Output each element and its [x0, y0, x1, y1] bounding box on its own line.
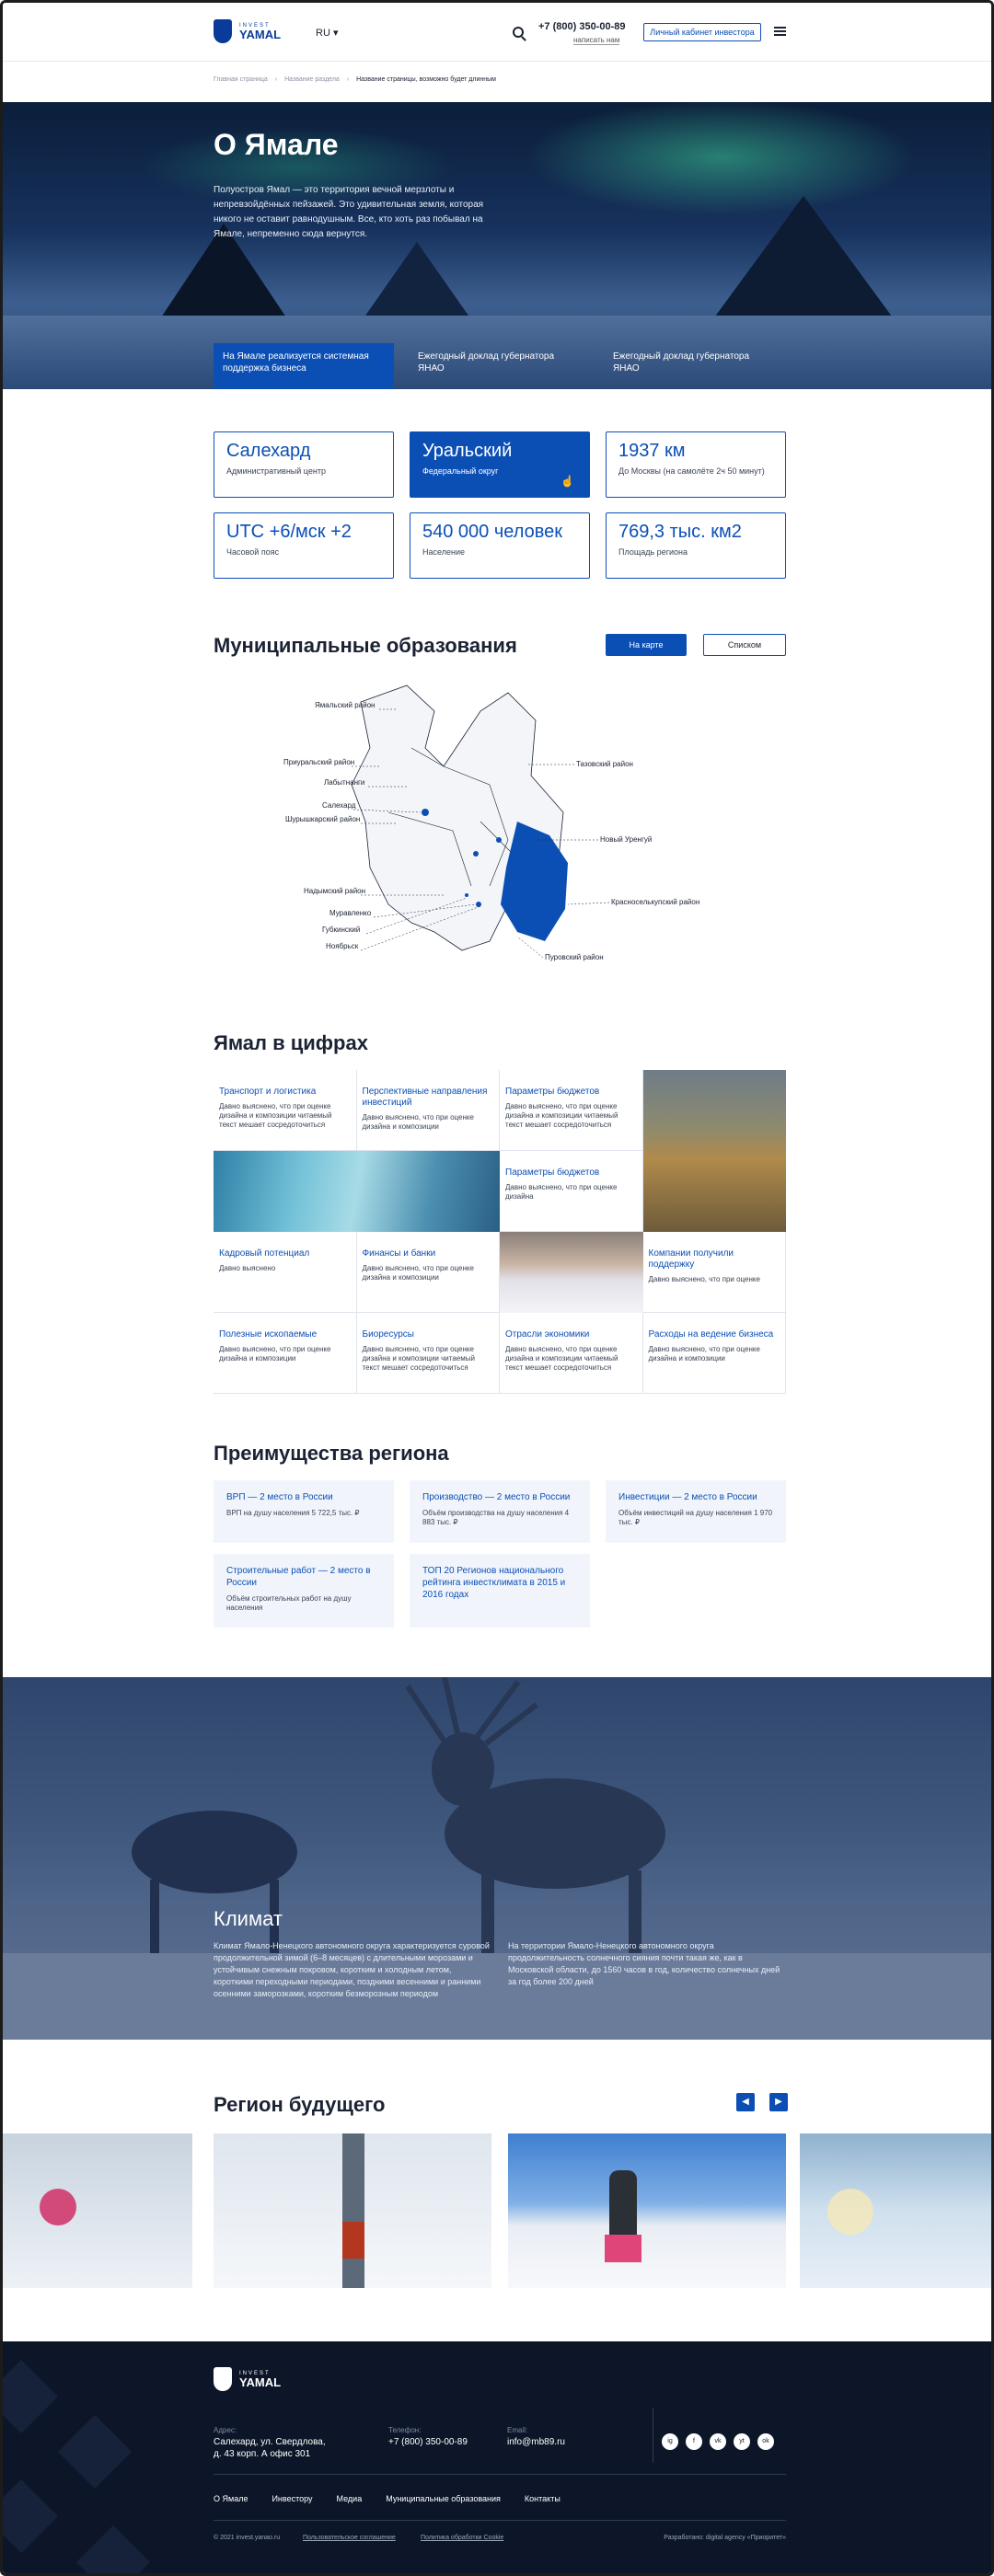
- map-label: Красноселькупский район: [611, 898, 700, 906]
- future-title: Регион будущего: [214, 2093, 386, 2116]
- map-label: Надымский район: [304, 887, 366, 895]
- hero-tab-report[interactable]: Ежегодный доклад губернатора ЯНАО: [418, 351, 555, 374]
- hero: [3, 102, 991, 389]
- footer-nav-item[interactable]: Инвестору: [272, 2494, 313, 2503]
- industrial-plant-photo: [214, 1151, 500, 1232]
- map-label: Шурышкарский район: [285, 815, 361, 823]
- region-map[interactable]: [214, 674, 786, 978]
- stats-grid: [214, 431, 786, 579]
- city-dot[interactable]: [422, 809, 429, 816]
- railway-photo[interactable]: [214, 2133, 491, 2288]
- vk-icon[interactable]: vk: [710, 2433, 726, 2450]
- logo-sub: INVEST: [239, 22, 271, 29]
- figure-cell[interactable]: Транспорт и логистика Давно выяснено, что при оценке дизайна и композиции читаемый текст мешает сосредоточиться: [214, 1070, 357, 1151]
- social-links: [662, 2433, 774, 2450]
- footer-address: Салехард, ул. Свердлова, д. 43 корп. А офис 301: [214, 2437, 326, 2459]
- advantage-card: ТОП 20 Регионов национального рейтинга инвестклимата в 2015 и 2016 годах: [410, 1554, 590, 1627]
- breadcrumb-current: Название страницы, возможно будет длинным: [356, 76, 496, 83]
- city-dot[interactable]: [465, 893, 468, 897]
- map-label: Пуровский район: [545, 953, 604, 961]
- figure-cell[interactable]: Полезные ископаемые Давно выяснено, что при оценке дизайна и композиции: [214, 1313, 357, 1394]
- tundra-river-photo: [643, 1070, 787, 1232]
- facebook-icon[interactable]: f: [686, 2433, 702, 2450]
- chevron-down-icon: ▾: [332, 28, 339, 39]
- figure-cell[interactable]: Кадровый потенциал Давно выяснено: [214, 1232, 357, 1313]
- stat-card[interactable]: Уральский Федеральный округ ☝: [410, 431, 590, 498]
- footer-nav: [214, 2494, 561, 2503]
- city-dot[interactable]: [476, 902, 481, 907]
- map-label: Ямальский район: [315, 701, 376, 709]
- site-logo[interactable]: [214, 19, 281, 43]
- tent-shape: [702, 196, 905, 334]
- advantage-card: Производство — 2 место в России Объём производства на душу населения 4 883 тыс. ₽: [410, 1480, 590, 1543]
- figure-cell[interactable]: Параметры бюджетов Давно выяснено, что при оценке дизайна: [500, 1151, 643, 1232]
- map-label: Новый Уренгуй: [600, 835, 653, 844]
- arrow-right-icon[interactable]: ▶: [769, 2093, 788, 2111]
- write-us-link[interactable]: написать нам: [573, 36, 620, 44]
- stat-card[interactable]: UTC +6/мск +2 Часовой пояс: [214, 512, 394, 579]
- stat-card[interactable]: 540 000 человек Население: [410, 512, 590, 579]
- breadcrumb: Главная страница › Название раздела › Название страницы, возможно будет длинным: [214, 76, 496, 83]
- advantages-title: Преимущества региона: [214, 1442, 449, 1465]
- map-label: Лабытнанги: [324, 778, 365, 787]
- hero-tab-business[interactable]: На Ямале реализуется системная поддержка бизнеса: [214, 343, 394, 389]
- stat-card[interactable]: 769,3 тыс. км2 Площадь региона: [606, 512, 786, 579]
- page: INVEST YAMAL RU ▾ +7 (800) 350-00-89 написать нам Личный кабинет инвестора Главная страница › Название раздела › Название страницы, возможно будет длинным О Ямале Полуостров Ямал — это территория вечной мерзлоты и непревзойдённых пейзажей. Это удивительная земля, которая никого не оставит равнодушным. Все, кто хоть раз побывал на Ямале, непременно сюда вернутся. На Ямале реализуется системная поддержка бизнеса Ежегодный доклад губернатора ЯНАО Ежегодный доклад губернатора ЯНАО Салехард Административный центр Уральский Федеральный округ ☝ 1937 км До Москвы (на самолёте 2ч 50 минут) UTC +6/мск +2 Часовой пояс 540 000 человек Население 769,3 тыс. км2 Площадь региона Муниципальные образования На карте Списком Ямальский район Приуральский район Лабытнанги Салехард Шурышкарский район Тазовский район Новый Уренгуй Надымский район Красноселькупский район Муравленко Губкинский Ноябрьск Пуровский район Ямал в цифрах Транспорт и логистика Давно выяснено, что при оценке дизайна и композиции читаемый текст мешает сосредоточиться Перспективные направления инвестиций Давно выяснено, что при оценке дизайна и композиции Параметры бюджетов Давно выяснено, что при оценке дизайна и композиции читаемый текст мешает сосредоточиться Параметры бюджетов Давно выяснено, что при оценке дизайна Кадровый потенциал Давно выяснено Финансы и банки Давно выяснено, что при оценке дизайна и композиции Компании получили поддержку Давно выяснено, что при оценке Полезные ископаемые Давно выяснено, что при оценке дизайна и композиции Биоресурсы Давно выяснено, что при оценке дизайна и композиции читаемый текст мешает сосредоточиться Отрасли экономики Давно выяснено, что при оценке дизайна и композиции читаемый текст мешает сосредоточиться Расходы на ведение бизнеса Давно выяснено, что при оценке дизайна и композиции Преимущества региона ВРП — 2 место в России ВРП на душу населения 5 722,5 тыс. ₽ Производство — 2 место в России Объём производства на душу населения 4 883 тыс. ₽ Инвестиции — 2 место в России Объём инвестиций на душу населения 1 970 тыс. ₽ Строительные работ — 2 место в России Объём строительных работ на душу населения ТОП 20 Регионов национального рейтинга инвестклимата в 2015 и 2016 годах Климат Климат Ямало-Ненецкого автономного округа характеризуется суровой продолжительной зимой (6–8 месяцев) с длительными морозами и устойчивым снежным покровом, коротким и холодным летом, короткими переходными периодами, поздними весенними и ранними осенними заморозками, коротким безморозным периодом На территории Ямало-Ненецкого автономного округа продолжительность солнечного сияния почти такая же, как в Московской области, до 1560 часов в год, количество солнечных дней за год более 200 дней Регион будущего ◀ ▶ INVEST YAMAL Адрес: Салехард, ул. Свердлова, д. 43 корп. А офис 301 Телефон: +7 (800) 350-00-89 Email: info@mb89.ru ig f vk yt ok О Ямале Инвестору Медиа Муниципальные образования Контакты © 2021 invest.yanao.ru Пользовательское соглашение Политика обработки Cookie Разработано: digital agency «Приоритет»: [0, 0, 994, 2576]
- map-label: Ноябрьск: [326, 942, 359, 950]
- map-label: Приуральский район: [283, 758, 355, 766]
- reindeer-camp-photo: [500, 1232, 643, 1313]
- footer-bottom: [214, 2535, 786, 2541]
- view-map-button[interactable]: На карте: [606, 634, 687, 656]
- menu-icon[interactable]: [774, 27, 786, 36]
- carousel-controls: [736, 2093, 788, 2111]
- language-select[interactable]: RU ▾: [316, 28, 339, 39]
- figure-cell[interactable]: Финансы и банки Давно выяснено, что при оценке дизайна и композиции: [357, 1232, 501, 1313]
- hero-tab-report[interactable]: Ежегодный доклад губернатора ЯНАО: [613, 351, 750, 374]
- port-photo[interactable]: [800, 2133, 994, 2288]
- stat-card[interactable]: Салехард Административный центр: [214, 431, 394, 498]
- agreement-link[interactable]: Пользовательское соглашение: [303, 2535, 396, 2541]
- footer-nav-item[interactable]: Муниципальные образования: [386, 2494, 501, 2503]
- logo-main: YAMAL: [239, 27, 282, 41]
- map-label: Муравленко: [329, 909, 372, 917]
- map-label: Салехард: [322, 801, 356, 810]
- stat-card[interactable]: 1937 км До Москвы (на самолёте 2ч 50 минут): [606, 431, 786, 498]
- figure-cell[interactable]: Компании получили поддержку Давно выяснено, что при оценке: [643, 1232, 787, 1313]
- hero-text: Полуостров Ямал — это территория вечной мерзлоты и непревзойдённых пейзажей. Это удивительная земля, которая никого не оставит равнодушным. Все, кто хоть раз побывал на Ямале, непременно сюда вернутся.: [214, 185, 484, 239]
- snowboarder-photo[interactable]: [508, 2133, 786, 2288]
- search-icon[interactable]: [513, 27, 524, 38]
- youtube-icon[interactable]: yt: [734, 2433, 750, 2450]
- footer-email[interactable]: info@mb89.ru: [507, 2437, 565, 2447]
- municipal-title: Муниципальные образования: [214, 634, 517, 657]
- coat-of-arms-icon: [214, 2367, 232, 2391]
- header-phone[interactable]: +7 (800) 350-00-89: [538, 21, 626, 32]
- view-list-button[interactable]: Списком: [703, 634, 786, 656]
- figure-cell[interactable]: Перспективные направления инвестиций Давно выяснено, что при оценке дизайна и композиции: [357, 1070, 501, 1151]
- hand-cursor-icon: ☝: [561, 475, 574, 488]
- figure-cell[interactable]: Параметры бюджетов Давно выяснено, что при оценке дизайна и композиции читаемый текст мешает сосредоточиться: [500, 1070, 643, 1151]
- future-carousel: [3, 2133, 994, 2288]
- instagram-icon[interactable]: ig: [662, 2433, 678, 2450]
- advantage-card: Инвестиции — 2 место в России Объём инвестиций на душу населения 1 970 тыс. ₽: [606, 1480, 786, 1543]
- copyright: © 2021 invest.yanao.ru: [214, 2535, 281, 2541]
- site-header: [3, 3, 991, 62]
- climate-title: Климат: [214, 1907, 283, 1930]
- figure-cell[interactable]: Отрасли экономики Давно выяснено, что при оценке дизайна и композиции читаемый текст мешает сосредоточиться: [500, 1313, 643, 1394]
- skier-photo[interactable]: [3, 2133, 192, 2288]
- footer-phone[interactable]: +7 (800) 350-00-89: [388, 2437, 468, 2447]
- city-dot[interactable]: [473, 851, 479, 857]
- hero-tabs: [214, 343, 784, 389]
- figures-title: Ямал в цифрах: [214, 1031, 368, 1054]
- coat-of-arms-icon: [214, 19, 232, 43]
- advantages-grid: [214, 1480, 786, 1627]
- investor-cabinet-button[interactable]: Личный кабинет инвестора: [643, 23, 761, 41]
- map-label: Тазовский район: [576, 760, 633, 768]
- climate-text-left: Климат Ямало-Ненецкого автономного округа характеризуется суровой продолжительной зимой (6–8 месяцев) с длительными морозами и устойчивым снежным покровом, коротким и холодным летом, короткими переходными периодами, поздними весенними и ранними осенними заморозками, коротким безморозным периодом: [214, 1941, 490, 1998]
- climate-section: [3, 1677, 991, 2040]
- advantage-card: Строительные работ — 2 место в России Объём строительных работ на душу населения: [214, 1554, 394, 1627]
- footer-logo[interactable]: INVEST YAMAL: [214, 2367, 281, 2391]
- figure-cell[interactable]: Биоресурсы Давно выяснено, что при оценке дизайна и композиции читаемый текст мешает сосредоточиться: [357, 1313, 501, 1394]
- developer-credit[interactable]: Разработано: digital agency «Приоритет»: [664, 2535, 786, 2541]
- ornament-pattern: [3, 2341, 168, 2576]
- odnoklassniki-icon[interactable]: ok: [757, 2433, 774, 2450]
- advantage-card: ВРП — 2 место в России ВРП на душу населения 5 722,5 тыс. ₽: [214, 1480, 394, 1543]
- figure-cell[interactable]: Расходы на ведение бизнеса Давно выяснено, что при оценке дизайна и композиции: [643, 1313, 787, 1394]
- figures-grid: [214, 1070, 786, 1394]
- arrow-left-icon[interactable]: ◀: [736, 2093, 755, 2111]
- map-label: Губкинский: [322, 926, 361, 934]
- footer-nav-item[interactable]: Контакты: [524, 2494, 561, 2503]
- page-title: О Ямале: [214, 128, 339, 161]
- breadcrumb-home[interactable]: Главная страница: [214, 76, 268, 83]
- footer-nav-item[interactable]: О Ямале: [214, 2494, 248, 2503]
- cookie-policy-link[interactable]: Политика обработки Cookie: [421, 2535, 504, 2541]
- climate-text-right: На территории Ямало-Ненецкого автономного округа продолжительность солнечного сияния почти такая же, как в Московской области, до 1560 часов в год, количество солнечных дней за год более 200 дней: [508, 1941, 780, 1986]
- breadcrumb-section[interactable]: Название раздела: [284, 76, 340, 83]
- city-dot[interactable]: [496, 837, 502, 843]
- footer-nav-item[interactable]: Медиа: [336, 2494, 363, 2503]
